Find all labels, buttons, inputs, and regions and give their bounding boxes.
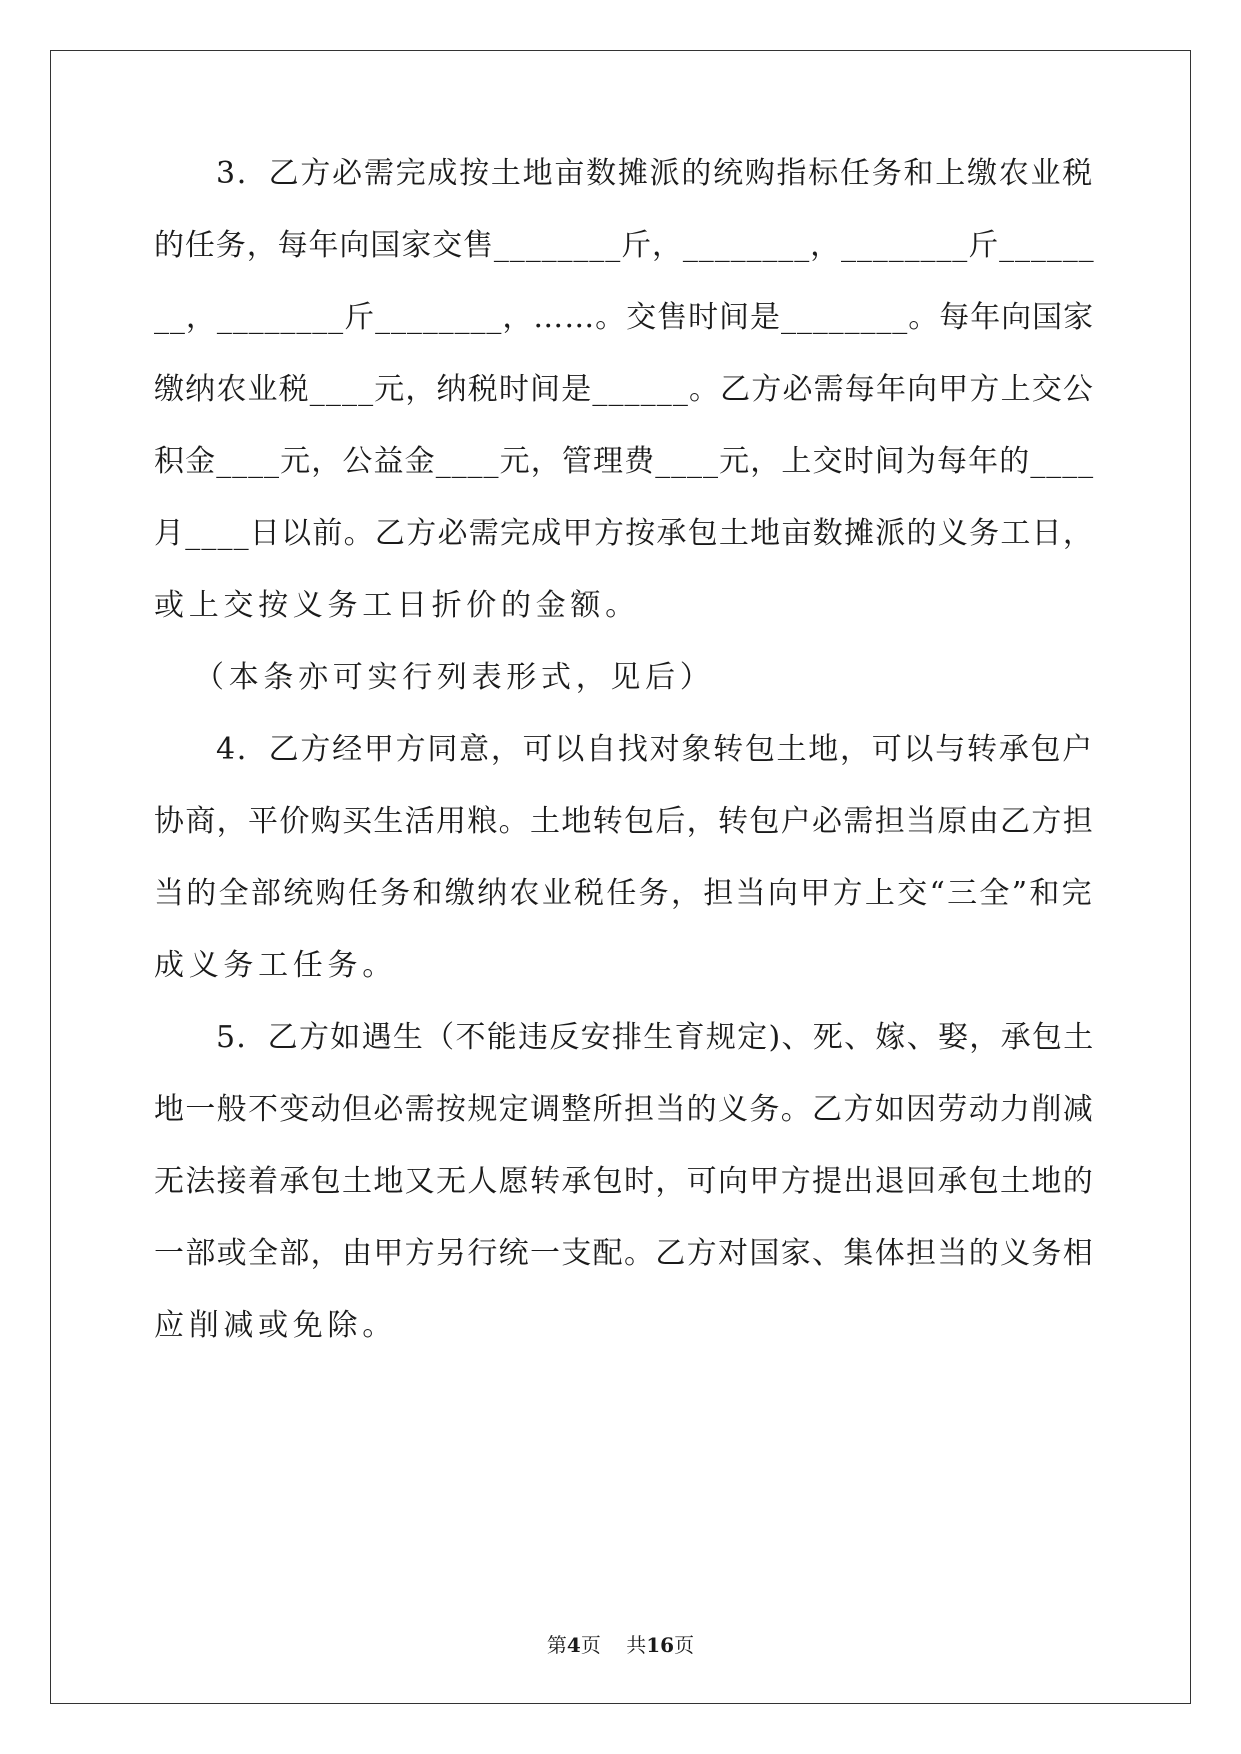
paragraph-4-line-1: 4．乙方经甲方同意，可以自找对象转包土地，可以与转承包户 [216, 732, 1094, 767]
paragraph-4-line-3: 当的全部统购任务和缴纳农业税任务，担当向甲方上交“三全”和完 [154, 876, 1094, 911]
paragraph-5-line-1: 5．乙方如遇生（不能违反安排生育规定)、死、嫁、娶，承包土 [216, 1020, 1095, 1055]
paragraph-5-line-5: 应削减或免除。 [154, 1308, 397, 1343]
page-prefix: 第 [546, 1633, 567, 1657]
paragraph-3-line-4: 缴纳农业税____元，纳税时间是______。乙方必需每年向甲方上交公 [154, 372, 1094, 407]
paragraph-5-line-2: 地一般不变动但必需按规定调整所担当的义务。乙方如因劳动力削减 [154, 1092, 1094, 1127]
paragraph-5-line-4: 一部或全部，由甲方另行统一支配。乙方对国家、集体担当的义务相 [154, 1236, 1094, 1271]
paragraph-3-line-2: 的任务，每年向国家交售________斤，________，________斤______ [154, 228, 1095, 263]
paragraph-4-line-4: 成义务工任务。 [154, 948, 397, 983]
paragraph-3-line-3: __，________斤________，……。交售时间是________。每年向国家 [154, 300, 1094, 335]
paragraph-5-line-3: 无法接着承包土地又无人愿转承包时，可向甲方提出退回承包土地的 [154, 1164, 1094, 1199]
total-prefix: 共 [626, 1633, 647, 1657]
paragraph-4-line-2: 协商，平价购买生活用粮。土地转包后，转包户必需担当原由乙方担 [154, 804, 1094, 839]
total-suffix: 页 [674, 1633, 695, 1657]
note-paragraph: （本条亦可实行列表形式，见后） [194, 660, 715, 695]
page-footer [0, 1633, 1241, 1657]
paragraph-3-line-1: 3．乙方必需完成按土地亩数摊派的统购指标任务和上缴农业税 [216, 156, 1094, 191]
current-page-number: 4 [566, 1633, 581, 1657]
paragraph-3-line-5: 积金____元，公益金____元，管理费____元，上交时间为每年的____ [154, 444, 1094, 479]
total-page-count: 16 [646, 1633, 675, 1657]
paragraph-3-line-7: 或上交按义务工日折价的金额。 [154, 588, 640, 623]
paragraph-3-line-6: 月____日以前。乙方必需完成甲方按承包土地亩数摊派的义务工日， [154, 516, 1094, 551]
page-suffix: 页 [580, 1633, 601, 1657]
